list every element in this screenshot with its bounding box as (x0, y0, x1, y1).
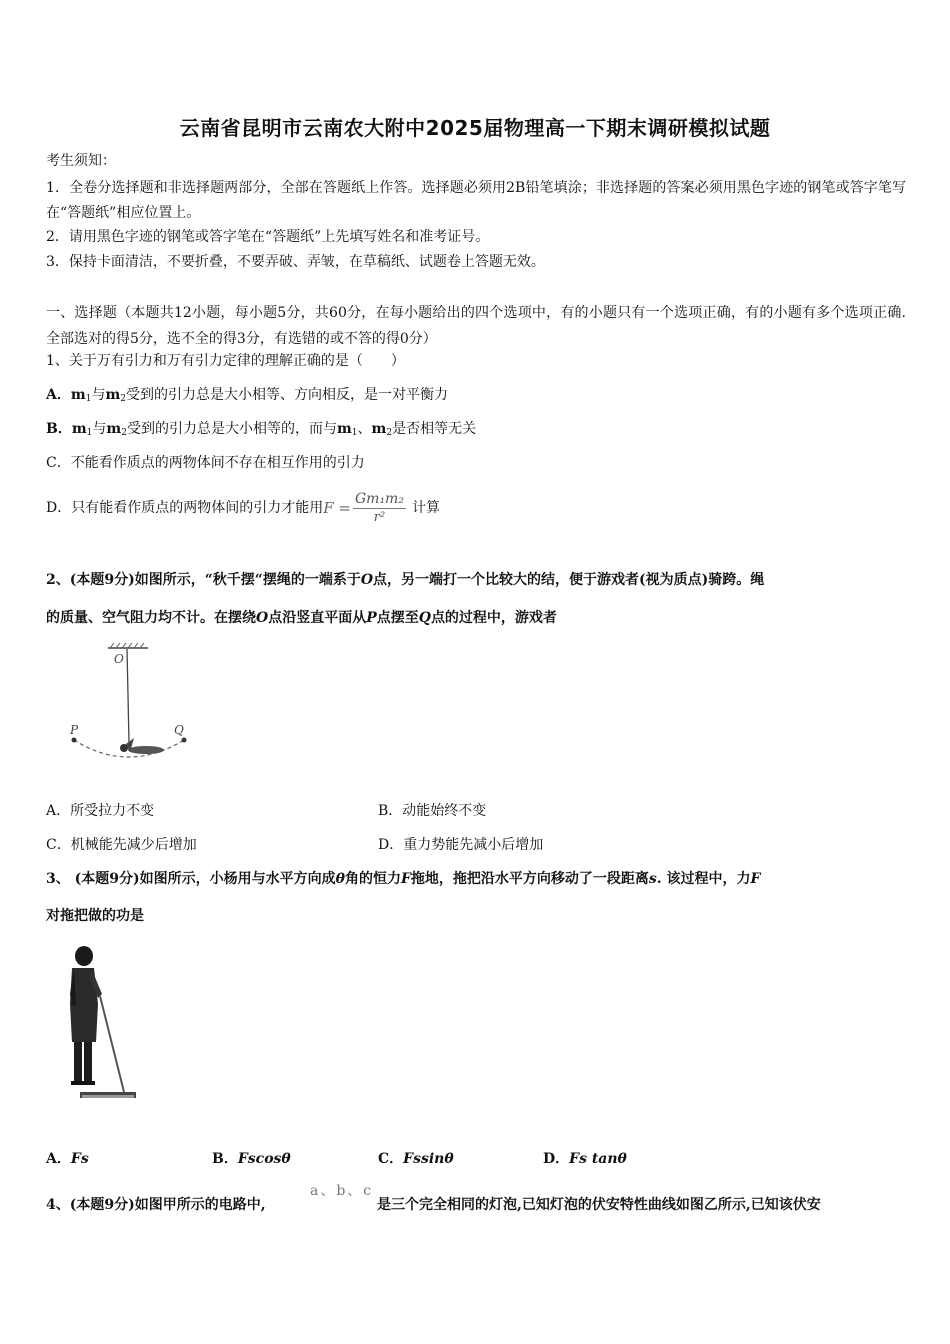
q1-b-m1: m (71, 421, 87, 437)
q3-option-d (543, 1149, 627, 1169)
notice-item-2: 2．请用黑色字迹的钢笔或答字笔在“答题纸”上先填写姓名和准考证号。 (46, 229, 490, 245)
q1-option-b (46, 419, 476, 443)
q1-b-mid2: 受到的引力总是大小相等的，而与 (126, 421, 337, 437)
q3-a-value: Fs (70, 1151, 89, 1167)
q2-line2-mid: 点沿竖直平面从 (268, 610, 367, 626)
q2-stem-line1 (46, 570, 764, 590)
q2-stem-line2 (46, 608, 557, 628)
q4-bulbs-abc: a、b、c (310, 1183, 374, 1199)
q1-b-rest: 是否相等无关 (392, 421, 477, 437)
q3-line1-pre: 3、 (本题9分)如图所示，小杨用与水平方向成 (46, 871, 336, 887)
q2-option-c: C．机械能先减少后增加 (46, 837, 197, 853)
q2-line2-mid2: 点摆至 (376, 610, 419, 626)
q1-d-post: 计算 (411, 500, 440, 516)
q1-option-c: C．不能看作质点的两物体间不存在相互作用的引力 (46, 455, 365, 471)
q3-stem-line2: 对拖把做的功是 (46, 908, 144, 924)
q3-a-label: A． (46, 1151, 71, 1167)
figure-label-p: P (70, 723, 79, 737)
q3-f1: F (400, 871, 411, 887)
q3-d-value: Fs tanθ (569, 1151, 627, 1167)
formula-denominator: r² (373, 509, 386, 525)
section-heading: 一、选择题（本题共12小题，每小题5分，共60分，在每小题给出的四个选项中，有的小题只有一个选项正确，有的小题有多个选项正确.全部选对的得5分，选不全的得3分，有选错的或不答的得0分） (46, 305, 906, 347)
q1-a-m2: m (105, 387, 121, 403)
q3-line1-mid2: 拖地，拖把沿水平方向移动了一段距离 (410, 871, 649, 887)
q3-line1-mid3: . 该过程中，力 (656, 871, 751, 887)
figure-label-q: Q (174, 723, 184, 737)
q2-p: P (366, 610, 377, 626)
q3-option-b (212, 1149, 291, 1169)
q3-c-label: C． (378, 1151, 404, 1167)
q2-option-a: A．所受拉力不变 (46, 803, 155, 819)
q1-a-sub2: 2 (120, 394, 126, 404)
q1-a-sub1: 1 (85, 394, 92, 404)
q4-stem-post: 是三个完全相同的灯泡,已知灯泡的伏安特性曲线如图乙所示,已知该伏安 (377, 1197, 821, 1213)
q1-b-mid: 与 (92, 421, 107, 437)
q3-f2: F (750, 871, 761, 887)
q2-q: Q (418, 610, 431, 626)
rider-icon (120, 738, 164, 754)
formula-f: F = (323, 499, 351, 517)
q1-option-a (46, 385, 448, 409)
q2-line2-post: 点的过程中，游戏者 (430, 610, 557, 626)
swing-pendulum-figure (60, 642, 210, 762)
q2-line2-pre: 的质量、空气阻力均不计。在摆绕 (46, 610, 256, 626)
q1-d-pre: D．只有能看作质点的两物体间的引力才能用 (46, 500, 324, 516)
q1-stem: 1、关于万有引力和万有引力定律的理解正确的是（ ） (46, 353, 405, 369)
q3-s: s (648, 871, 657, 887)
figure-label-o: O (114, 652, 124, 666)
q3-line1-mid: 角的恒力 (344, 871, 401, 887)
formula-numerator: Gm₁m₂ (354, 490, 404, 507)
q1-a-rest: 受到的引力总是大小相等、方向相反，是一对平衡力 (126, 387, 448, 403)
q1-b-sub3: 1 (351, 428, 358, 438)
q2-o2: O (256, 610, 269, 626)
q2-o1: O (360, 572, 374, 588)
q2-line1-mid: 点，另一端打一个比较大的结，便于游戏者(视为质点)骑跨。绳 (373, 572, 765, 588)
q1-b-sub4: 2 (386, 428, 393, 438)
page-title: 云南省昆明市云南农大附中2025届物理高一下期末调研模拟试题 (179, 116, 771, 140)
q1-b-m3: m (336, 421, 352, 437)
q2-option-d: D．重力势能先减小后增加 (378, 837, 544, 853)
q1-b-sub1: 1 (86, 428, 93, 438)
q1-b-m4: m (371, 421, 387, 437)
q2-line1-pre: 2、(本题9分)如图所示，“秋千摆“摆绳的一端系于 (46, 572, 361, 588)
q3-c-value: Fssinθ (403, 1151, 454, 1167)
notice-item-1: 1．全卷分选择题和非选择题两部分，全部在答题纸上作答。选择题必须用2B铅笔填涂；非选择题的答案必须用黑色字迹的钢笔或答字笔写在“答题纸”相应位置上。 (46, 180, 906, 221)
gravitation-formula (353, 490, 406, 527)
q1-b-sep: 、 (357, 421, 372, 437)
q1-b-m2: m (106, 421, 122, 437)
q3-option-c (378, 1149, 454, 1169)
q3-d-label: D． (543, 1151, 570, 1167)
q3-option-a (46, 1149, 89, 1169)
q1-b-label: B． (46, 421, 72, 437)
q1-a-m1: m (70, 387, 86, 403)
q1-a-label: A． (46, 387, 71, 403)
q1-a-mid: 与 (91, 387, 106, 403)
q2-option-b: B．动能始终不变 (378, 803, 487, 819)
q1-b-sub2: 2 (121, 428, 127, 438)
q3-theta: θ (335, 871, 345, 887)
notice-heading: 考生须知： (46, 153, 116, 169)
q3-b-value: Fscosθ (237, 1151, 291, 1167)
q1-option-d (46, 488, 440, 528)
notice-item-3: 3．保持卡面清洁，不要折叠，不要弄破、弄皱，在草稿纸、试题卷上答题无效。 (46, 254, 545, 270)
q3-b-label: B． (212, 1151, 238, 1167)
q3-stem-line1 (46, 869, 761, 889)
mopping-person-figure (62, 944, 142, 1108)
q4-stem-pre: 4、(本题9分)如图甲所示的电路中, (46, 1197, 266, 1213)
